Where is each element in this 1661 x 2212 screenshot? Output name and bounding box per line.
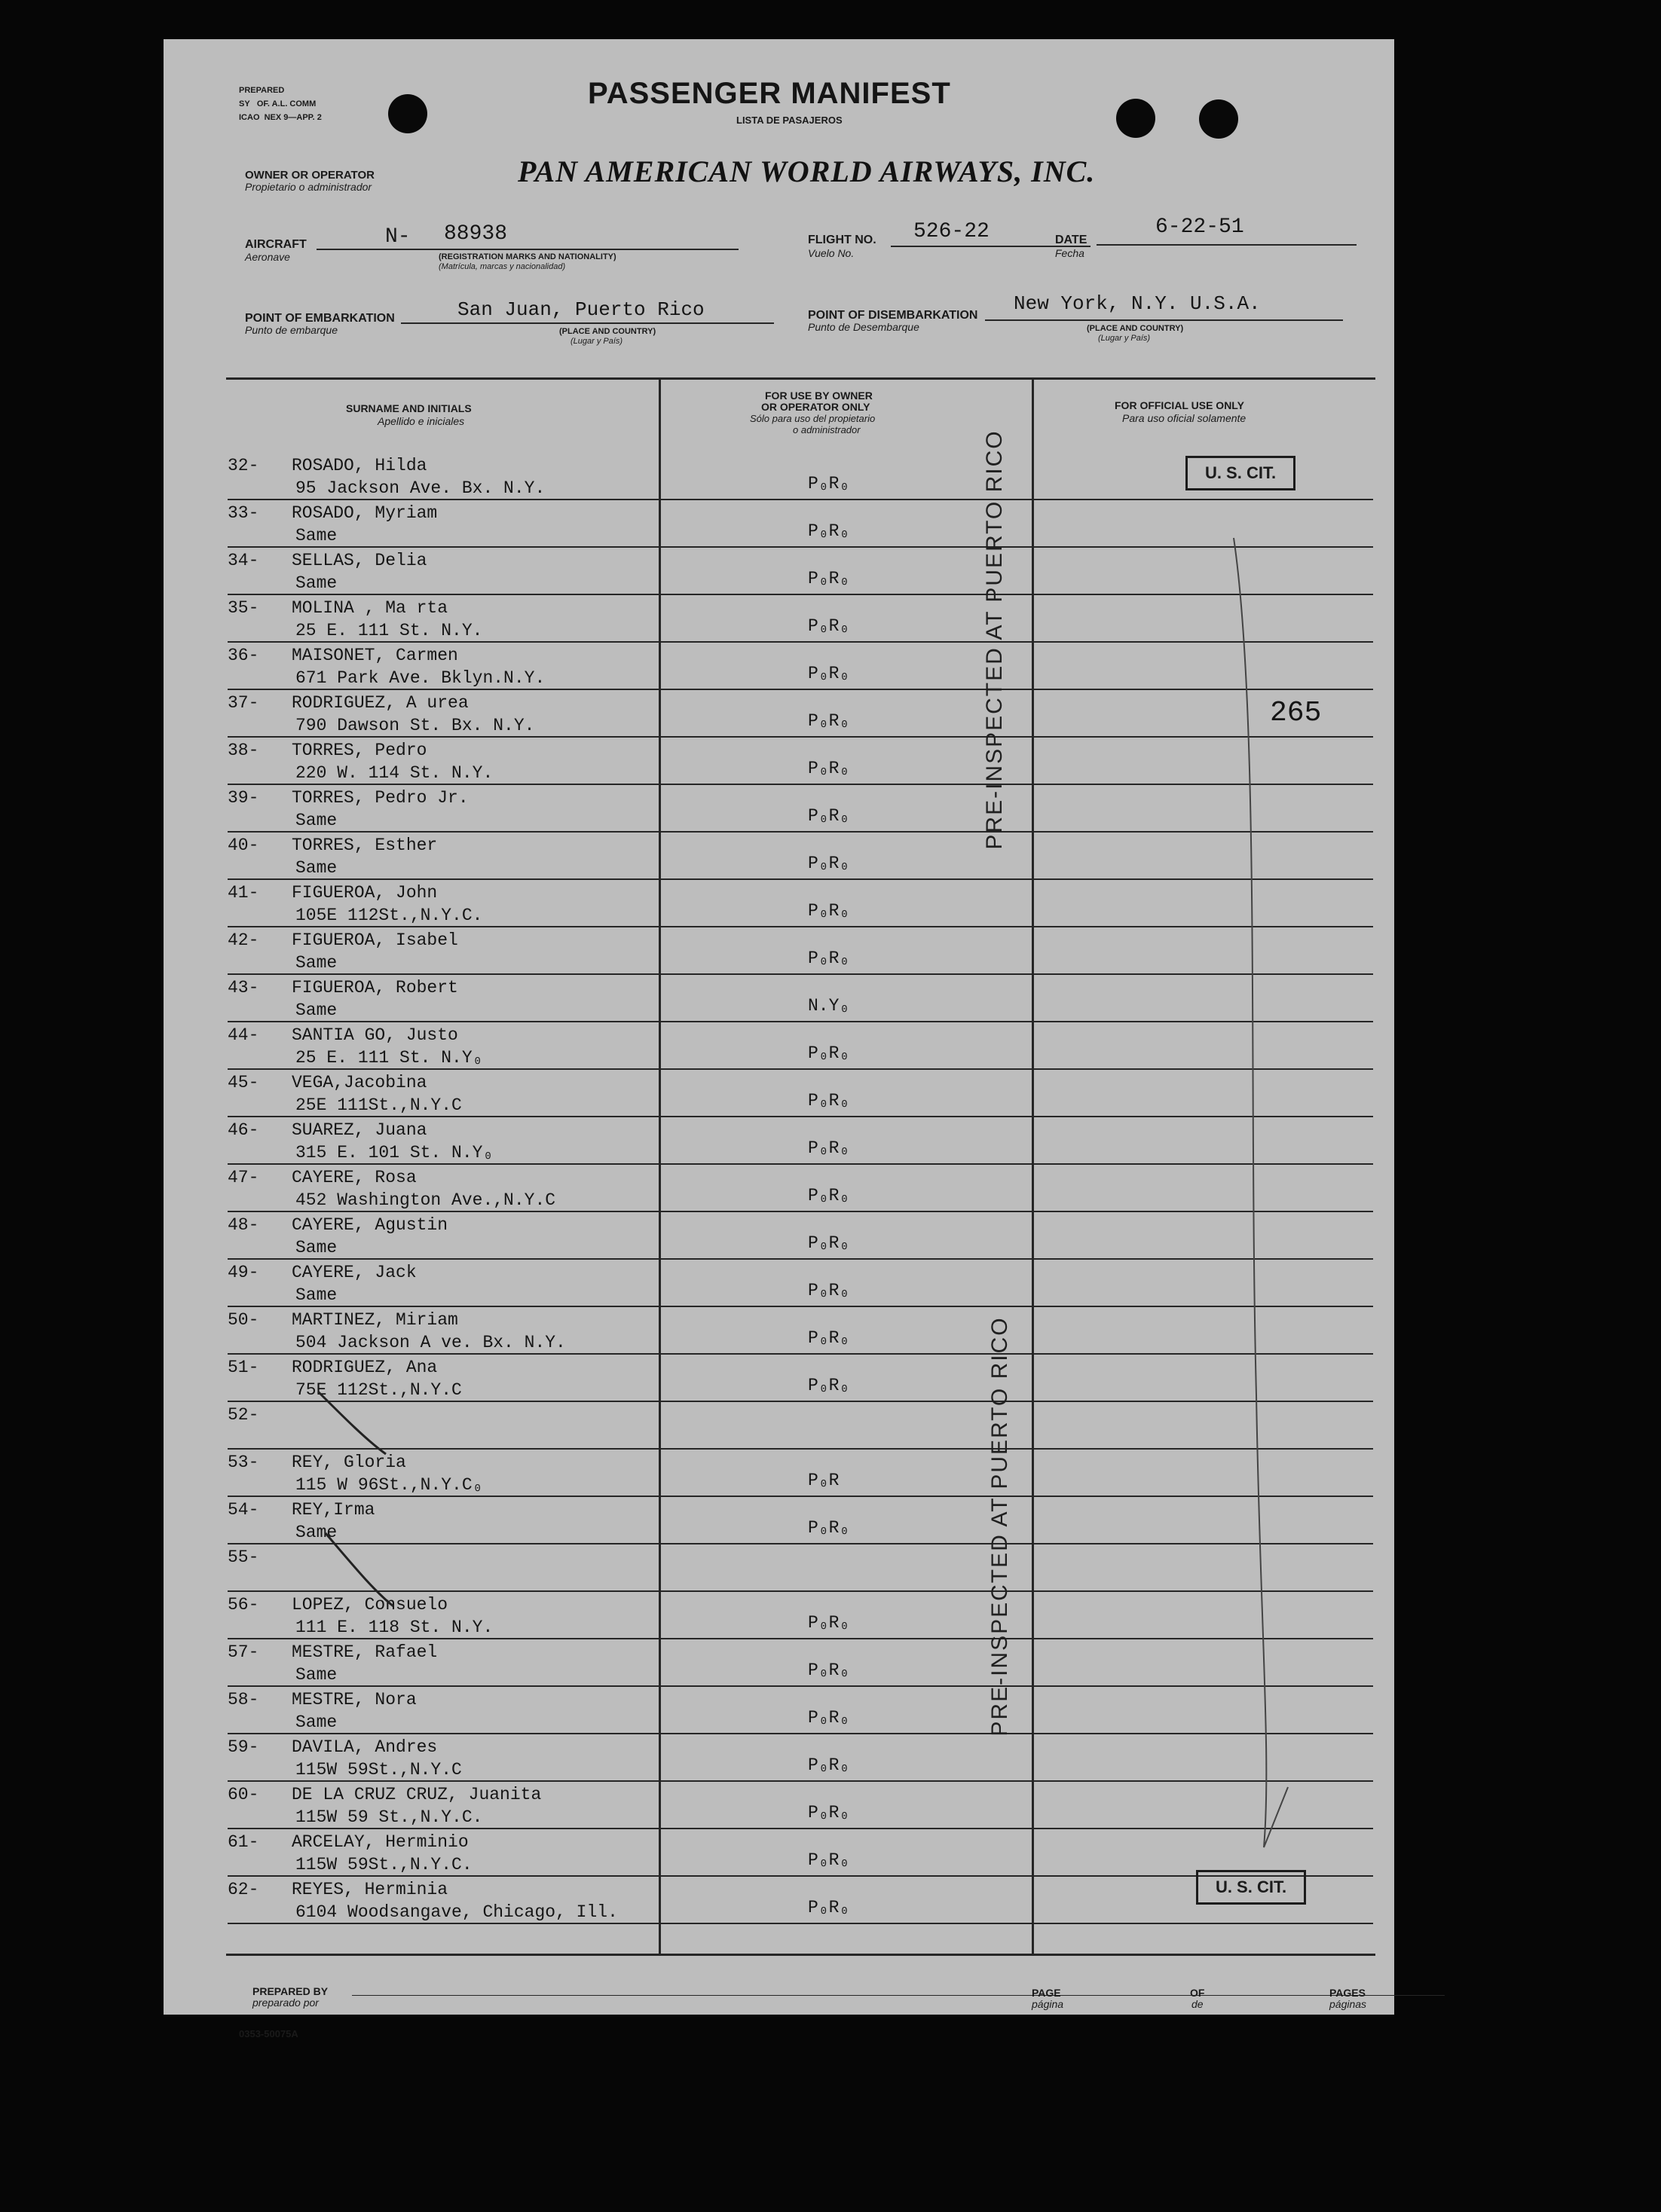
passenger-name: REY,Irma bbox=[292, 1500, 375, 1520]
disembarkation-value: New York, N.Y. U.S.A. bbox=[1014, 292, 1261, 315]
passenger-name: TORRES, Pedro bbox=[292, 741, 427, 760]
footer-pages: PAGES bbox=[1329, 1987, 1366, 1999]
date-label-es: Fecha bbox=[1055, 247, 1084, 259]
embarkation-label-es: Punto de embarque bbox=[245, 324, 338, 336]
owner-code: P₀R₀ bbox=[808, 1186, 850, 1205]
passenger-number: 49- bbox=[228, 1263, 259, 1282]
passenger-number: 56- bbox=[228, 1595, 259, 1615]
passenger-number: 37- bbox=[228, 693, 259, 713]
passenger-number: 35- bbox=[228, 598, 259, 618]
passenger-name: MARTINEZ, Miriam bbox=[292, 1310, 458, 1330]
passenger-name: MOLINA , Ma rta bbox=[292, 598, 448, 618]
passenger-address: 115 W 96St.,N.Y.C₀ bbox=[295, 1475, 483, 1495]
passenger-name: SELLAS, Delia bbox=[292, 551, 427, 570]
page-subtitle: LISTA DE PASAJEROS bbox=[736, 115, 843, 126]
passenger-address: 115W 59St.,N.Y.C. bbox=[295, 1855, 473, 1874]
operator-name: PAN AMERICAN WORLD AIRWAYS, INC. bbox=[518, 154, 1096, 188]
passenger-name: REYES, Herminia bbox=[292, 1880, 448, 1899]
passenger-address: 105E 112St.,N.Y.C. bbox=[295, 906, 483, 925]
passenger-name: DE LA CRUZ CRUZ, Juanita bbox=[292, 1785, 542, 1804]
aircraft-caption-es: (Matrícula, marcas y nacionalidad) bbox=[439, 262, 566, 271]
passenger-number: 41- bbox=[228, 883, 259, 903]
owner-code: P₀R₀ bbox=[808, 711, 850, 731]
owner-code: P₀R₀ bbox=[808, 1898, 850, 1917]
aircraft-label: AIRCRAFT bbox=[245, 238, 307, 251]
header-official-es: Para uso oficial solamente bbox=[1122, 412, 1247, 424]
passenger-name: VEGA,Jacobina bbox=[292, 1073, 427, 1092]
owner-code: P₀R₀ bbox=[808, 1043, 850, 1063]
owner-code: P₀R₀ bbox=[808, 474, 850, 493]
passenger-name: SUAREZ, Juana bbox=[292, 1120, 427, 1140]
passenger-number: 50- bbox=[228, 1310, 259, 1330]
passenger-number: 42- bbox=[228, 930, 259, 950]
owner-code: P₀R₀ bbox=[808, 1376, 850, 1395]
passenger-name: FIGUEROA, John bbox=[292, 883, 438, 903]
aircraft-value: 88938 bbox=[444, 222, 508, 246]
passenger-number: 33- bbox=[228, 503, 259, 523]
passenger-name: MESTRE, Rafael bbox=[292, 1642, 438, 1662]
owner-code: P₀R₀ bbox=[808, 1850, 850, 1870]
passenger-address: 790 Dawson St. Bx. N.Y. bbox=[295, 716, 535, 735]
passenger-name: SANTIA GO, Justo bbox=[292, 1025, 458, 1045]
page-title: PASSENGER MANIFEST bbox=[588, 77, 951, 110]
passenger-number: 58- bbox=[228, 1690, 259, 1709]
owner-code: P₀R₀ bbox=[808, 569, 850, 588]
embarkation-caption: (PLACE AND COUNTRY) bbox=[559, 327, 656, 336]
form-sys-fragment: SY OF. A.L. COMM bbox=[239, 99, 317, 108]
passenger-number: 46- bbox=[228, 1120, 259, 1140]
passenger-address: Same bbox=[295, 573, 338, 593]
strike-line bbox=[318, 1392, 386, 1454]
operator-label: OWNER OR OPERATOR bbox=[245, 169, 375, 182]
header-surname: SURNAME AND INITIALS bbox=[346, 402, 472, 414]
us-citizen-stamp: U. S. CIT. bbox=[1196, 1870, 1306, 1905]
footer-page-es: página bbox=[1032, 1998, 1064, 2010]
strike-line bbox=[326, 1533, 393, 1606]
embarkation-caption-es: (Lugar y País) bbox=[570, 337, 623, 346]
passenger-address: 504 Jackson A ve. Bx. N.Y. bbox=[295, 1333, 566, 1352]
disembarkation-caption-es: (Lugar y País) bbox=[1098, 334, 1151, 343]
passenger-address: Same bbox=[295, 1523, 338, 1542]
passenger-name: CAYERE, Agustin bbox=[292, 1215, 448, 1235]
passenger-address: 315 E. 101 St. N.Y₀ bbox=[295, 1143, 494, 1163]
passenger-address: 95 Jackson Ave. Bx. N.Y. bbox=[295, 478, 546, 498]
passenger-number: 60- bbox=[228, 1785, 259, 1804]
footer-prepared-line bbox=[352, 1995, 1445, 1996]
passenger-address: 671 Park Ave. Bklyn.N.Y. bbox=[295, 668, 546, 688]
passenger-name: CAYERE, Jack bbox=[292, 1263, 417, 1282]
passenger-address: Same bbox=[295, 953, 338, 973]
owner-code: P₀R₀ bbox=[808, 1281, 850, 1300]
passenger-number: 47- bbox=[228, 1168, 259, 1187]
header-owner-1: FOR USE BY OWNER bbox=[765, 390, 873, 402]
passenger-address: 115W 59 St.,N.Y.C. bbox=[295, 1807, 483, 1827]
footer-of: OF bbox=[1190, 1987, 1205, 1999]
footer-pages-es: páginas bbox=[1329, 1998, 1367, 2010]
disembarkation-label-es: Punto de Desembarque bbox=[808, 321, 919, 333]
owner-code: P₀R₀ bbox=[808, 1233, 850, 1253]
owner-code: P₀R₀ bbox=[808, 664, 850, 683]
owner-code: P₀R₀ bbox=[808, 854, 850, 873]
passenger-address: 115W 59St.,N.Y.C bbox=[295, 1760, 462, 1780]
passenger-number: 59- bbox=[228, 1737, 259, 1757]
aircraft-label-es: Aeronave bbox=[245, 251, 290, 263]
passenger-name: TORRES, Pedro Jr. bbox=[292, 788, 469, 808]
passenger-number: 62- bbox=[228, 1880, 259, 1899]
footer-of-es: de bbox=[1191, 1998, 1204, 2010]
flight-value: 526-22 bbox=[913, 220, 990, 243]
owner-code: P₀R₀ bbox=[808, 1755, 850, 1775]
check-line bbox=[1234, 538, 1288, 1847]
passenger-address: Same bbox=[295, 858, 338, 878]
passenger-address: Same bbox=[295, 1238, 338, 1257]
page-number-stamp: 265 bbox=[1270, 697, 1322, 729]
form-prepared-fragment: PREPARED bbox=[239, 86, 285, 95]
passenger-address: Same bbox=[295, 1001, 338, 1020]
passenger-address: 25E 111St.,N.Y.C bbox=[295, 1095, 462, 1115]
footer-form-number: 0353-50075A bbox=[239, 2028, 298, 2039]
operator-label-es: Propietario o administrador bbox=[245, 181, 372, 193]
passenger-number: 52- bbox=[228, 1405, 259, 1425]
owner-code: N.Y₀ bbox=[808, 996, 850, 1016]
passenger-address: 25 E. 111 St. N.Y. bbox=[295, 621, 483, 640]
passenger-address: 25 E. 111 St. N.Y₀ bbox=[295, 1048, 483, 1068]
passenger-number: 34- bbox=[228, 551, 259, 570]
annotation-marks bbox=[164, 39, 1394, 2015]
passenger-name: TORRES, Esther bbox=[292, 836, 438, 855]
passenger-name: DAVILA, Andres bbox=[292, 1737, 438, 1757]
preinspected-stamp: PRE-INSPECTED AT PUERTO RICO bbox=[982, 429, 1007, 850]
flight-label: FLIGHT NO. bbox=[808, 234, 876, 246]
passenger-number: 57- bbox=[228, 1642, 259, 1662]
date-label: DATE bbox=[1055, 234, 1087, 246]
passenger-number: 48- bbox=[228, 1215, 259, 1235]
header-owner-es-1: Sólo para uso del propietario bbox=[750, 413, 876, 424]
header-owner-2: OR OPERATOR ONLY bbox=[761, 401, 870, 413]
embarkation-label: POINT OF EMBARKATION bbox=[245, 312, 395, 325]
passenger-name: ARCELAY, Herminio bbox=[292, 1832, 469, 1852]
owner-code: P₀R₀ bbox=[808, 901, 850, 921]
passenger-address: Same bbox=[295, 1285, 338, 1305]
owner-code: P₀R₀ bbox=[808, 1328, 850, 1348]
disembarkation-label: POINT OF DISEMBARKATION bbox=[808, 309, 978, 322]
passenger-name: FIGUEROA, Isabel bbox=[292, 930, 458, 950]
passenger-address: 6104 Woodsangave, Chicago, Ill. bbox=[295, 1902, 618, 1922]
passenger-number: 54- bbox=[228, 1500, 259, 1520]
owner-code: P₀R₀ bbox=[808, 759, 850, 778]
owner-code: P₀R₀ bbox=[808, 521, 850, 541]
header-official: FOR OFFICIAL USE ONLY bbox=[1115, 399, 1244, 411]
passenger-name: RODRIGUEZ, Ana bbox=[292, 1358, 438, 1377]
passenger-name: REY, Gloria bbox=[292, 1453, 406, 1472]
passenger-name: MESTRE, Nora bbox=[292, 1690, 417, 1709]
owner-code: P₀R₀ bbox=[808, 806, 850, 826]
passenger-address: 75E 112St.,N.Y.C bbox=[295, 1380, 462, 1400]
us-citizen-stamp: U. S. CIT. bbox=[1185, 456, 1295, 490]
passenger-number: 45- bbox=[228, 1073, 259, 1092]
owner-code: P₀R₀ bbox=[808, 1518, 850, 1538]
owner-code: P₀R₀ bbox=[808, 1091, 850, 1111]
passenger-number: 40- bbox=[228, 836, 259, 855]
passenger-name: ROSADO, Hilda bbox=[292, 456, 427, 475]
passenger-address: Same bbox=[295, 1665, 338, 1685]
owner-code: P₀R₀ bbox=[808, 949, 850, 968]
footer-page: PAGE bbox=[1032, 1987, 1061, 1999]
passenger-address: Same bbox=[295, 811, 338, 830]
passenger-name: ROSADO, Myriam bbox=[292, 503, 438, 523]
passenger-name: LOPEZ, Consuelo bbox=[292, 1595, 448, 1615]
passenger-number: 55- bbox=[228, 1547, 259, 1567]
passenger-number: 51- bbox=[228, 1358, 259, 1377]
passenger-number: 39- bbox=[228, 788, 259, 808]
passenger-address: 111 E. 118 St. N.Y. bbox=[295, 1618, 494, 1637]
passenger-address: Same bbox=[295, 1712, 338, 1732]
aircraft-prefix: N- bbox=[385, 225, 411, 249]
footer-prepared-by-es: preparado por bbox=[252, 1997, 319, 2009]
owner-code: P₀R₀ bbox=[808, 1613, 850, 1633]
passenger-number: 32- bbox=[228, 456, 259, 475]
passenger-name: FIGUEROA, Robert bbox=[292, 978, 458, 998]
owner-code: P₀R₀ bbox=[808, 1803, 850, 1822]
owner-code: P₀R₀ bbox=[808, 1661, 850, 1680]
date-value: 6-22-51 bbox=[1155, 215, 1244, 239]
owner-code: P₀R₀ bbox=[808, 1138, 850, 1158]
owner-code: P₀R₀ bbox=[808, 616, 850, 636]
form-icao-fragment: ICAO NEX 9—APP. 2 bbox=[239, 113, 322, 122]
passenger-address: Same bbox=[295, 526, 338, 545]
footer-prepared-by: PREPARED BY bbox=[252, 1985, 329, 1997]
passenger-address: 452 Washington Ave.,N.Y.C bbox=[295, 1190, 556, 1210]
passenger-number: 61- bbox=[228, 1832, 259, 1852]
preinspected-stamp: PRE-INSPECTED AT PUERTO RICO bbox=[987, 1316, 1012, 1737]
flight-label-es: Vuelo No. bbox=[808, 247, 855, 259]
embarkation-value: San Juan, Puerto Rico bbox=[457, 298, 705, 321]
passenger-number: 36- bbox=[228, 646, 259, 665]
passenger-name: MAISONET, Carmen bbox=[292, 646, 458, 665]
passenger-name: CAYERE, Rosa bbox=[292, 1168, 417, 1187]
passenger-number: 44- bbox=[228, 1025, 259, 1045]
owner-code: P₀R₀ bbox=[808, 1708, 850, 1728]
header-owner-es-2: o administrador bbox=[793, 424, 861, 435]
owner-code: P₀R bbox=[808, 1471, 840, 1490]
passenger-number: 38- bbox=[228, 741, 259, 760]
manifest-document bbox=[164, 39, 1394, 2039]
passenger-number: 53- bbox=[228, 1453, 259, 1472]
passenger-name: RODRIGUEZ, A urea bbox=[292, 693, 469, 713]
aircraft-caption: (REGISTRATION MARKS AND NATIONALITY) bbox=[439, 252, 616, 261]
disembarkation-caption: (PLACE AND COUNTRY) bbox=[1087, 324, 1184, 333]
passenger-address: 220 W. 114 St. N.Y. bbox=[295, 763, 494, 783]
header-surname-es: Apellido e iniciales bbox=[378, 415, 465, 427]
passenger-number: 43- bbox=[228, 978, 259, 998]
